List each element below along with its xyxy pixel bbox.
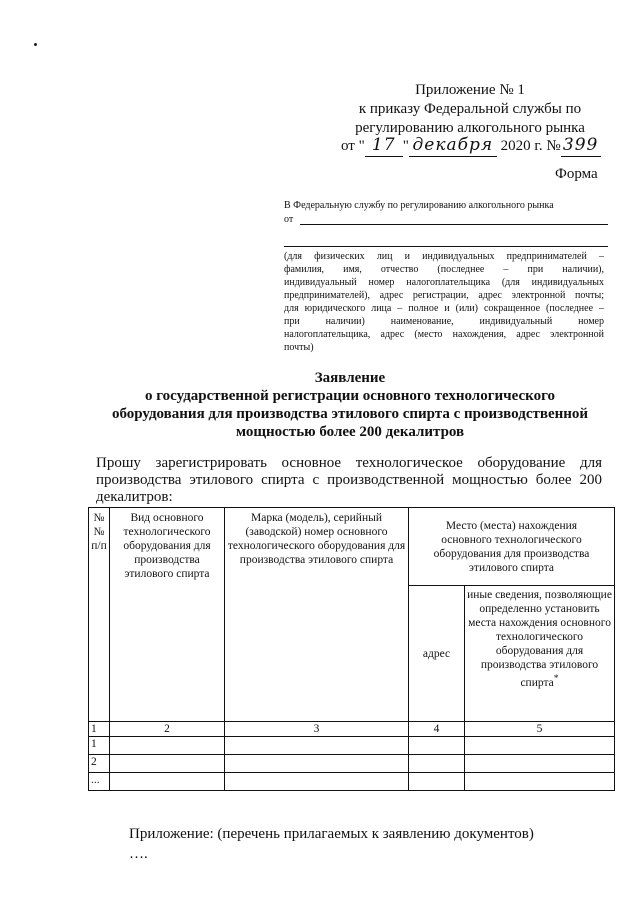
- header-num: № № п/п: [89, 508, 110, 722]
- note-line: фамилия, имя, отчество (последнее – при наличии),: [284, 264, 604, 275]
- handwritten-number: 399: [561, 134, 601, 157]
- quote-mark: ": [402, 138, 409, 154]
- row-number: ...: [89, 773, 110, 791]
- from-underline-2: [284, 246, 608, 247]
- other-info-text: иные сведения, позволяющие определенно установить места нахождения основного технологического оборудования для производства этилового спирта: [467, 589, 612, 689]
- title-line-1: Заявление: [314, 370, 386, 386]
- note-line: при наличии) наименование, индивидуальный номер: [284, 316, 604, 327]
- title-line-3: оборудования для производства этилового спирта с производственной: [111, 406, 589, 422]
- header-line-1: Приложение № 1: [415, 82, 525, 98]
- header-line-3: регулированию алкогольного рынка: [355, 120, 585, 136]
- note-line: индивидуальный номер налогоплательщика (для индивидуальных: [284, 277, 604, 288]
- order-date-line: [341, 134, 616, 158]
- request-paragraph: [96, 455, 602, 506]
- note-line: почты): [284, 342, 314, 353]
- row-number: 2: [89, 755, 110, 773]
- index-cell: 1: [89, 722, 110, 737]
- note-line: для юридического лица – полное и (или) сокращенное (последнее –: [284, 303, 604, 314]
- index-cell: 5: [465, 722, 615, 737]
- addressee-to: В Федеральную службу по регулированию алкогольного рынка: [284, 200, 554, 211]
- header-location: Место (места) нахождения основного технологического оборудования для производства этилового спирта: [409, 508, 615, 586]
- title-line-2: о государственной регистрации основного технологического: [144, 388, 556, 404]
- index-cell: 2: [110, 722, 225, 737]
- note-line: (для физических лиц и индивидуальных предпринимателей –: [284, 251, 604, 262]
- footnote-mark: *: [553, 673, 559, 684]
- table-row: [89, 773, 615, 791]
- table-row: [89, 737, 615, 755]
- handwritten-day: 17: [365, 134, 403, 157]
- header-model-serial: Марка (модель), серийный (заводской) номер основного технологического оборудования для производства этилового спирта: [225, 508, 409, 722]
- request-line: Прошу зарегистрировать основное технологическое оборудование для: [96, 455, 602, 471]
- note-line: налогоплательщика, адрес (место нахождения, адрес электронной: [284, 329, 604, 340]
- index-cell: 4: [409, 722, 465, 737]
- form-label: Форма: [555, 166, 598, 182]
- note-line: предпринимателей), адрес регистрации, адрес электронной почты;: [284, 290, 604, 301]
- index-cell: 3: [225, 722, 409, 737]
- appendix-line: Приложение: (перечень прилагаемых к заявлению документов): [129, 826, 534, 842]
- request-line: производства этилового спирта с производственной мощностью более 200: [96, 472, 602, 488]
- from-underline: [300, 224, 608, 225]
- table-row: [89, 755, 615, 773]
- document-title: [80, 369, 620, 441]
- appendix-header: [330, 81, 610, 138]
- row-number: 1: [89, 737, 110, 755]
- request-line: декалитров:: [96, 489, 173, 505]
- header-address: адрес: [409, 586, 465, 722]
- handwritten-month: декабря: [409, 134, 497, 157]
- addressee-from-label: от: [284, 214, 294, 225]
- year-label: 2020 г. №: [500, 138, 561, 154]
- addressee-note: [284, 250, 604, 354]
- from-label: от ": [341, 138, 365, 154]
- stray-mark: [34, 43, 37, 46]
- appendix-ellipsis: ….: [129, 846, 148, 862]
- header-equipment-type: Вид основного технологического оборудования для производства этилового спирта: [110, 508, 225, 722]
- title-line-4: мощностью более 200 декалитров: [235, 424, 465, 440]
- header-other-info: [465, 586, 615, 722]
- header-line-2: к приказу Федеральной службы по: [358, 101, 582, 117]
- equipment-table: [88, 507, 615, 791]
